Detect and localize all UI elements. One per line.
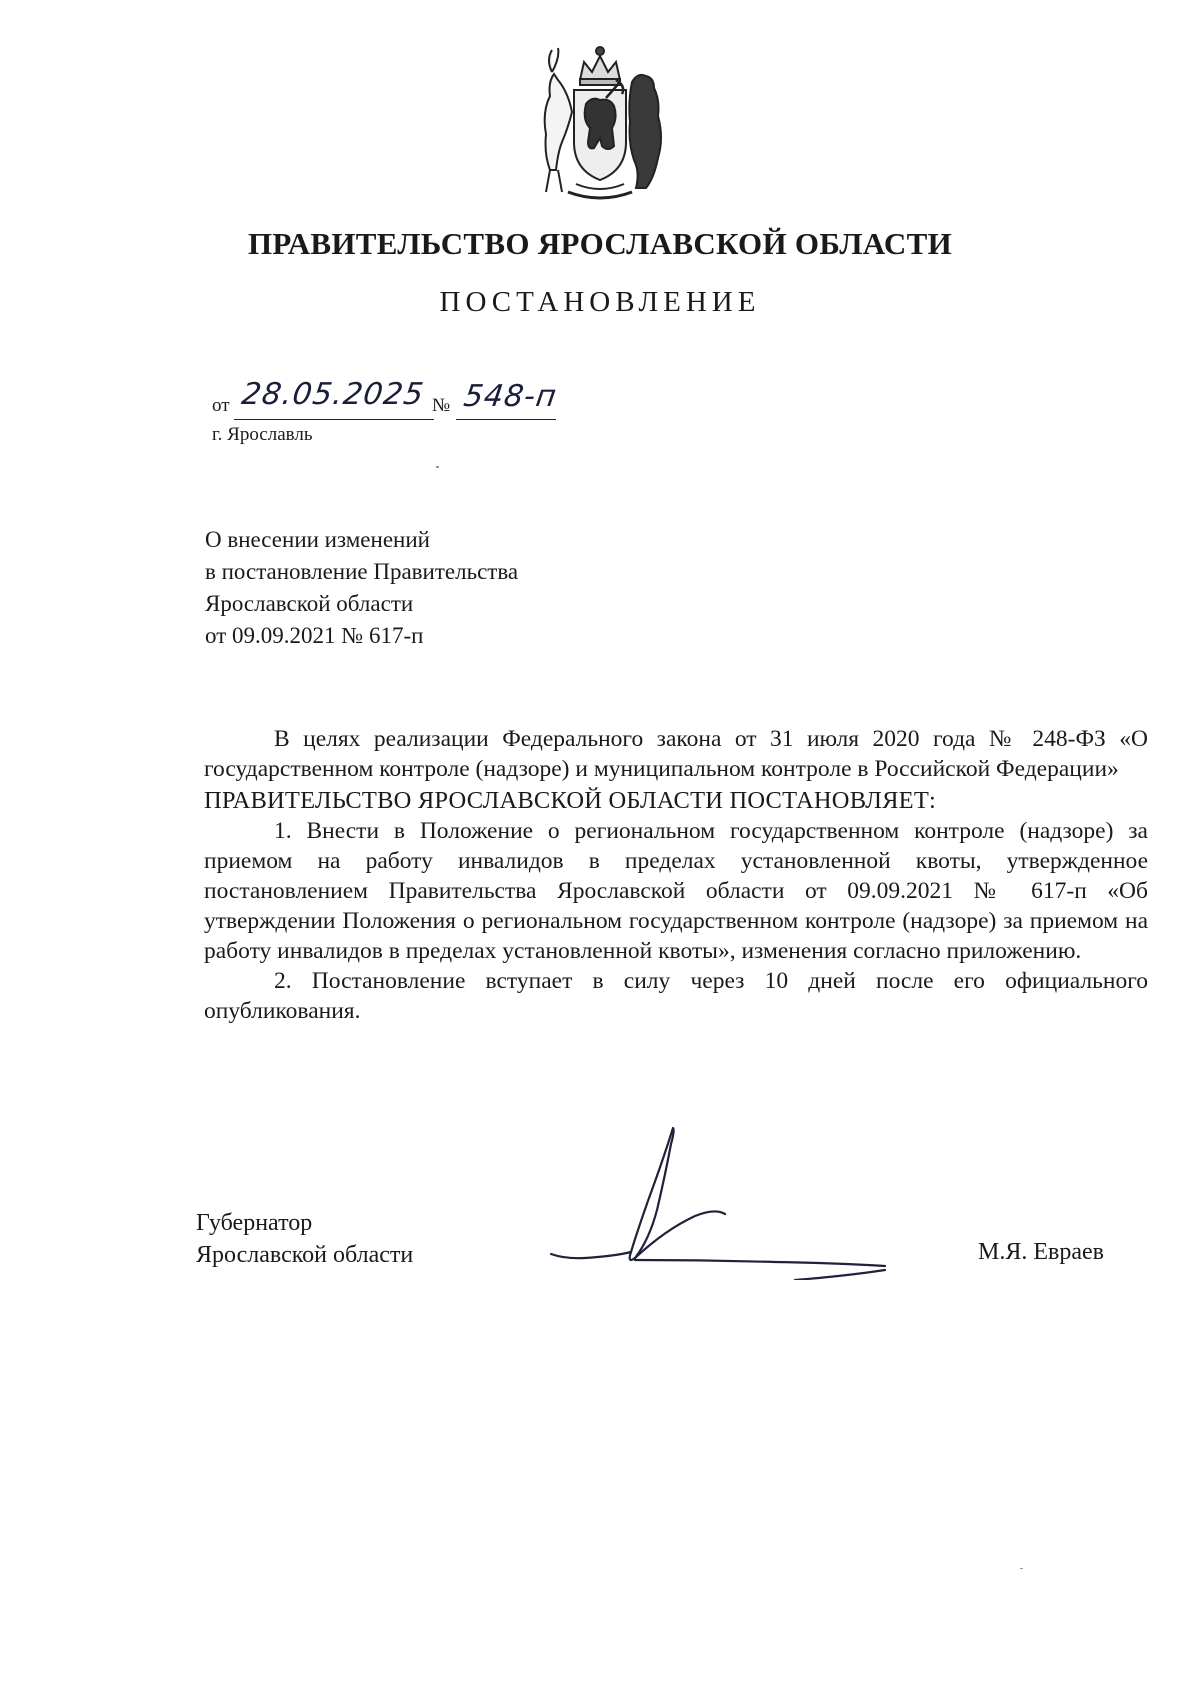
scan-speck bbox=[436, 466, 439, 468]
preamble-paragraph: В целях реализации Федерального закона от 31 июля 2020 года № 248-ФЗ «О государственном контроле (надзоре) и муниципальном контроле в Российской Федерации» bbox=[204, 726, 1148, 782]
handwritten-signature bbox=[545, 1120, 925, 1280]
date-handwritten: 28.05.2025 bbox=[239, 377, 427, 412]
scan-speck bbox=[1020, 1568, 1023, 1569]
document-subject bbox=[205, 524, 518, 652]
document-type: ПОСТАНОВЛЕНИЕ bbox=[439, 286, 761, 318]
item-paragraph-1: 1. Внести в Положение о региональном государственном контроле (надзоре) за приемом на работу инвалидов в пределах установленной квоты, утвержденное постановлением Правительства Ярославской области от 09.09.2021 № 617-п «Об утверждении Положения о региональном государственном контроле (надзоре) за приемом на работу инвалидов в пределах установленной квоты», изменения согласно приложению. bbox=[204, 818, 1148, 964]
date-label: от bbox=[212, 395, 230, 416]
subject-line: О внесении изменений bbox=[205, 527, 430, 552]
decree-line: ПРАВИТЕЛЬСТВО ЯРОСЛАВСКОЙ ОБЛАСТИ ПОСТАНОВЛЯЕТ: bbox=[204, 787, 937, 814]
position-line: Ярославской области bbox=[196, 1242, 414, 1268]
signatory-position bbox=[196, 1207, 413, 1271]
subject-line: от 09.09.2021 № 617-п bbox=[205, 623, 424, 648]
subject-line: Ярославской области bbox=[205, 591, 414, 616]
government-title: ПРАВИТЕЛЬСТВО ЯРОСЛАВСКОЙ ОБЛАСТИ bbox=[248, 226, 952, 261]
document-body bbox=[204, 724, 1148, 1026]
item-paragraph-2: 2. Постановление вступает в силу через 10 дней после его официального опубликования. bbox=[204, 968, 1148, 1024]
date-underline bbox=[234, 419, 434, 420]
number-handwritten: 548-п bbox=[461, 379, 560, 414]
coat-of-arms-emblem bbox=[528, 42, 672, 204]
subject-line: в постановление Правительства bbox=[205, 559, 519, 584]
number-underline bbox=[456, 419, 556, 420]
position-line: Губернатор bbox=[196, 1210, 313, 1236]
number-label: № bbox=[432, 395, 451, 416]
signatory-name: М.Я. Евраев bbox=[978, 1239, 1104, 1265]
date-number-row bbox=[212, 377, 612, 419]
city: г. Ярославль bbox=[212, 424, 313, 445]
